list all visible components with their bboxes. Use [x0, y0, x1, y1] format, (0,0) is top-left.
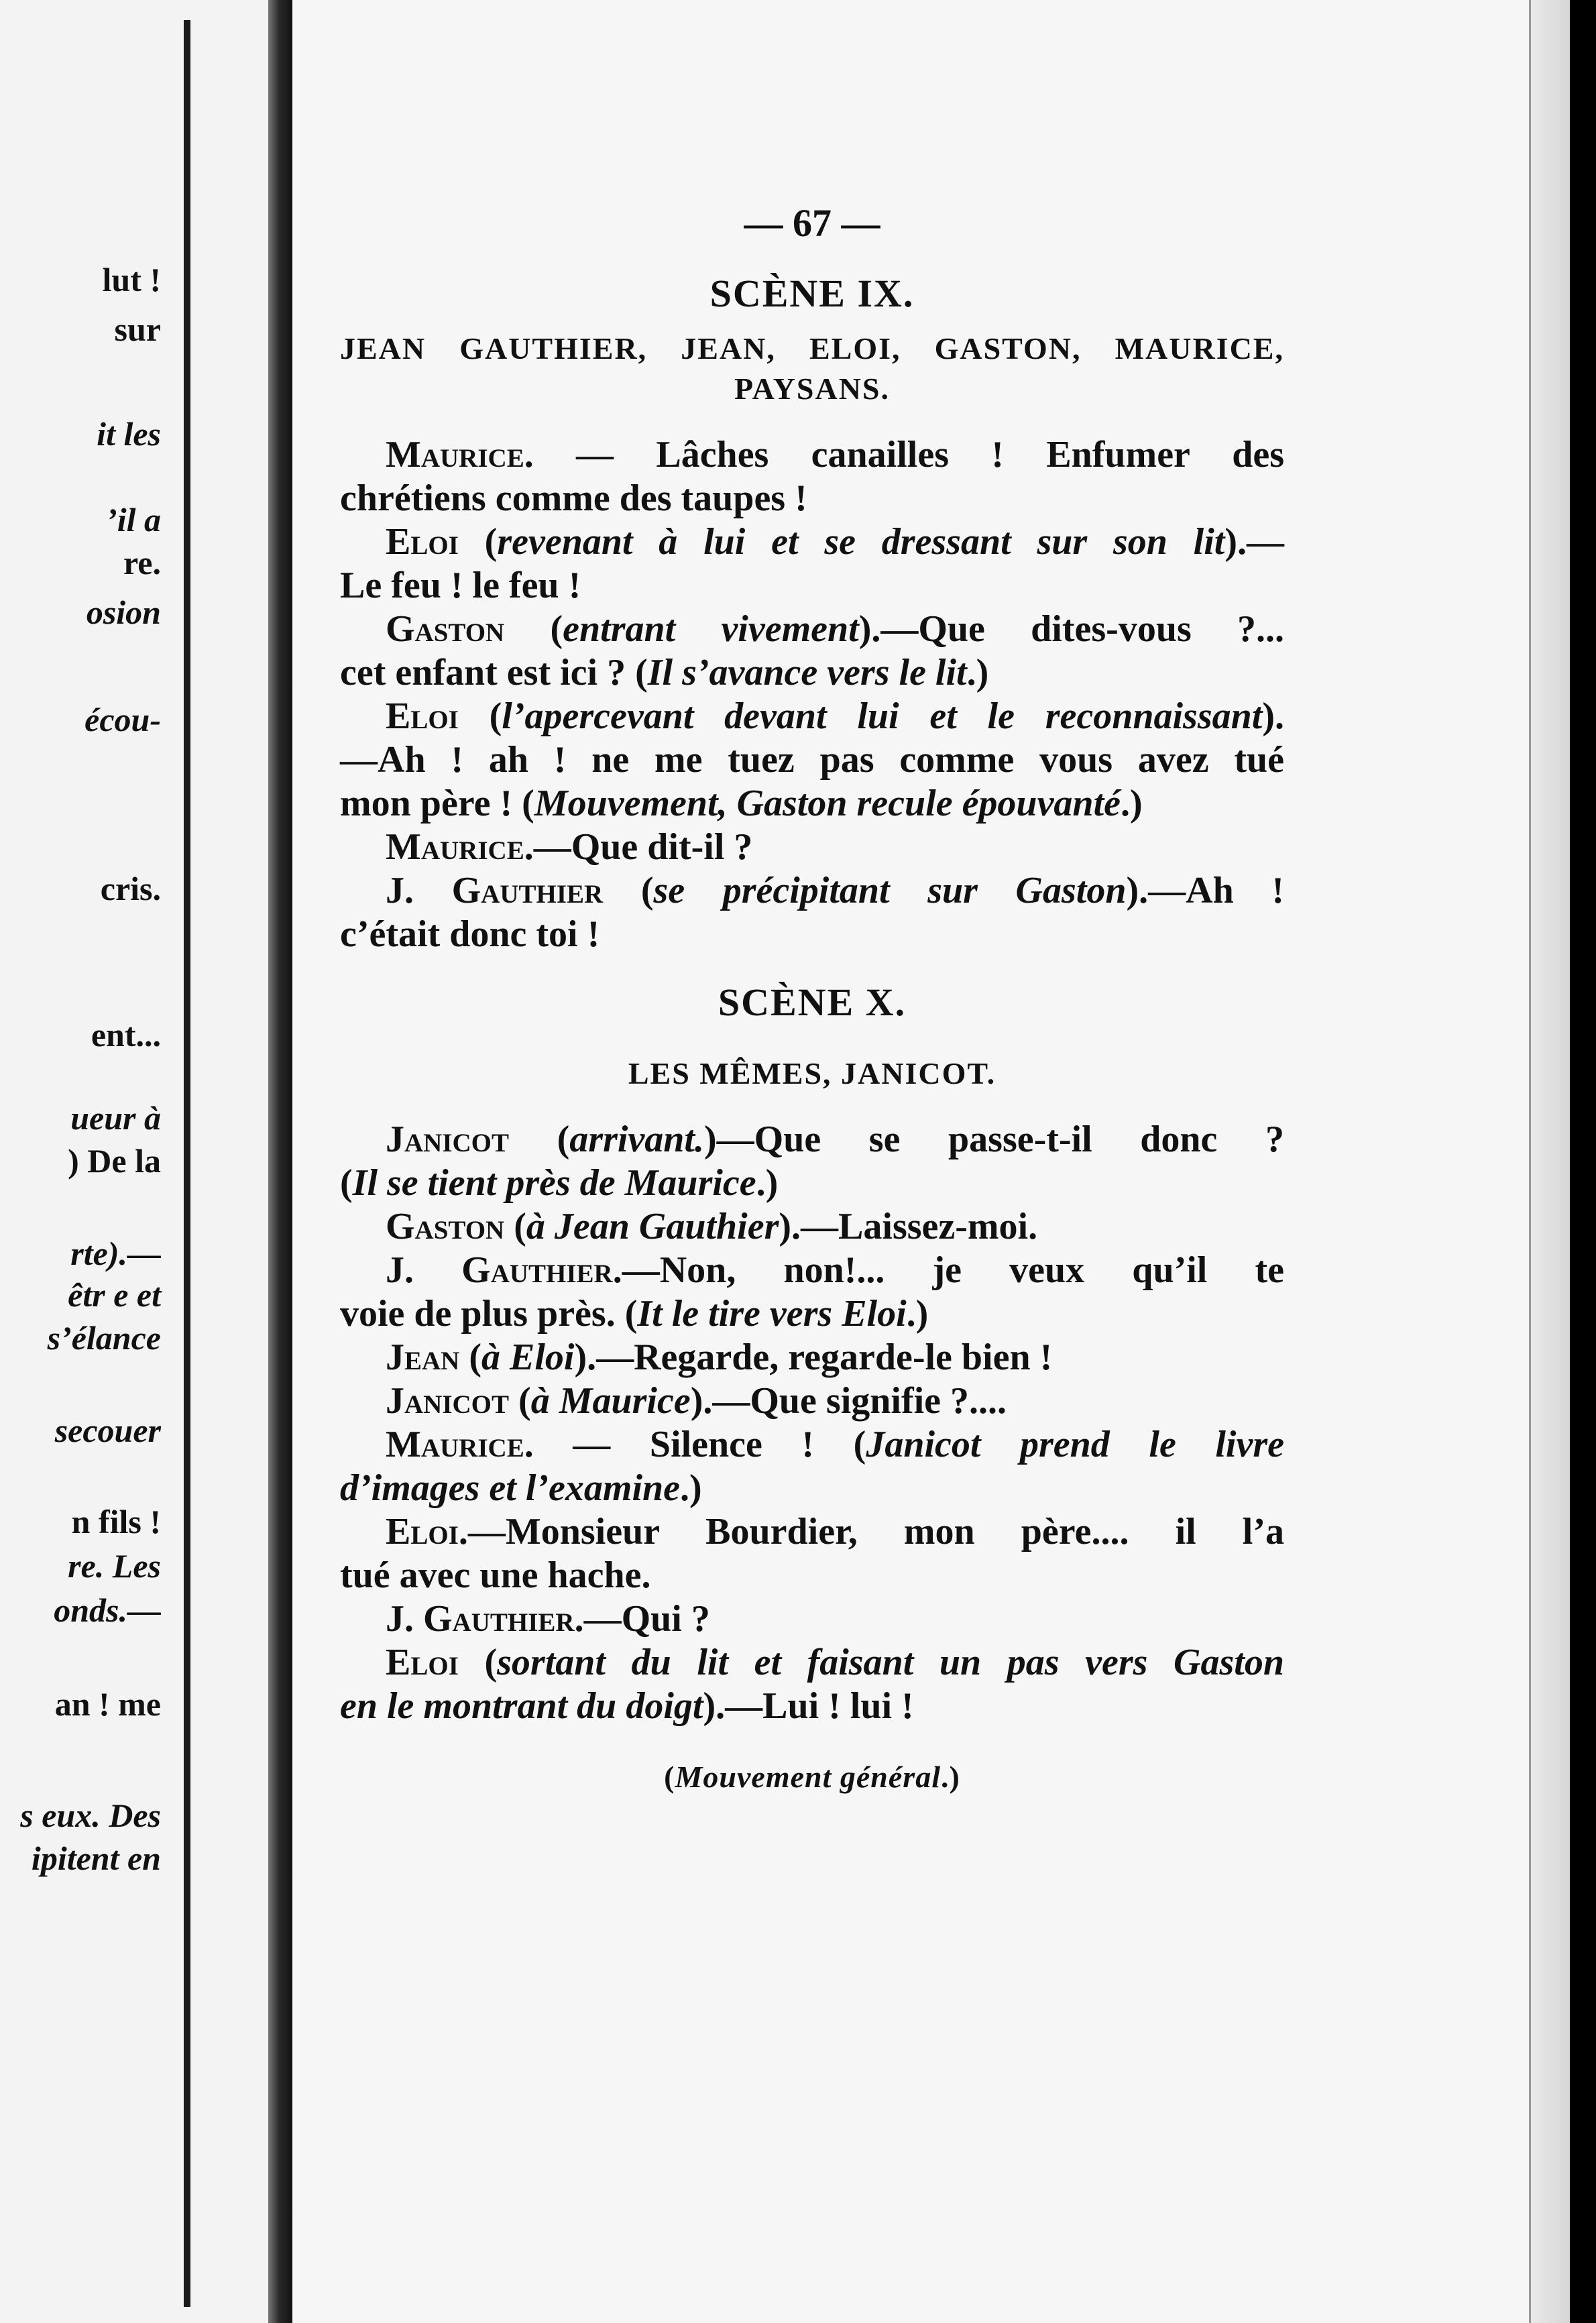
stage-direction: Janicot prend le livre — [866, 1424, 1284, 1465]
left-page-fragment: sur — [114, 310, 161, 348]
dialogue-line: J. Gauthier.—Non, non!... je veux qu’il te — [386, 1249, 1284, 1291]
stage-direction: se précipitant sur Gaston — [653, 870, 1127, 911]
speaker-name: Gaston — [386, 608, 505, 650]
dialogue-line: en le montrant du doigt).—Lui ! lui ! — [340, 1685, 914, 1727]
speaker-name: Eloi. — [386, 1511, 468, 1552]
left-page-fragment: ent... — [91, 1016, 161, 1054]
left-page-fragment: ueur à — [70, 1099, 161, 1137]
speaker-name: Maurice. — [386, 434, 534, 475]
stage-direction: revenant à lui et se dressant sur son lit — [497, 521, 1225, 563]
dialogue-line: Maurice. — Silence ! (Janicot prend le livre — [386, 1424, 1284, 1465]
stage-direction: Mouvement, Gaston recule épouvanté — [534, 783, 1121, 824]
left-page-fragment: osion — [86, 593, 161, 631]
speaker-name: Jean — [386, 1337, 460, 1378]
left-page-fragment: écou- — [84, 701, 161, 738]
speaker-name: Gaston — [386, 1206, 505, 1247]
left-page-fragment: s’élance — [47, 1319, 161, 1357]
dialogue-line: J. Gauthier.—Qui ? — [386, 1598, 710, 1640]
cast-list-continued: PAYSANS. — [734, 372, 890, 406]
dialogue-line: mon père ! (Mouvement, Gaston recule épouvanté.) — [340, 783, 1143, 824]
speaker-name: Eloi — [386, 695, 459, 737]
dialogue-line: Eloi (sortant du lit et faisant un pas vers Gaston — [386, 1642, 1284, 1683]
cast-list: LES MÊMES, JANICOT. — [628, 1056, 996, 1090]
book-gutter — [268, 0, 292, 2323]
left-page-fragment: onds.— — [54, 1591, 161, 1629]
scene-heading: SCÈNE IX. — [709, 272, 915, 315]
dialogue-line: Eloi.—Monsieur Bourdier, mon père.... il l’a — [386, 1511, 1284, 1552]
closing-stage-direction: (Mouvement général.) — [664, 1760, 960, 1794]
speaker-name: J. Gauthier. — [386, 1249, 622, 1291]
stage-direction: en le montrant du doigt — [340, 1685, 703, 1727]
left-page-fragment: êtr e et — [68, 1276, 161, 1314]
speaker-name: Janicot — [386, 1119, 510, 1160]
dialogue-line: Eloi (revenant à lui et se dressant sur son lit).— — [386, 521, 1285, 563]
dialogue-line: Gaston (entrant vivement).—Que dites-vous ?... — [386, 608, 1285, 650]
speaker-name: Maurice. — [386, 1424, 534, 1465]
left-page-fragment: secouer — [54, 1412, 161, 1449]
stage-direction: Il s’avance vers le lit — [647, 652, 967, 693]
dialogue-line: J. Gauthier (se précipitant sur Gaston).—Ah ! — [386, 870, 1284, 911]
left-page-fragment: ipitent en — [31, 1839, 161, 1877]
left-page-fragment: rte).— — [70, 1235, 161, 1272]
stage-direction: à Jean Gauthier — [526, 1206, 779, 1247]
speaker-name: Janicot — [386, 1380, 510, 1422]
stage-direction: It le tire vers Eloi — [637, 1293, 907, 1335]
dialogue-line: cet enfant est ici ? (Il s’avance vers le lit.) — [340, 652, 989, 693]
left-page-fragment: cris. — [100, 870, 161, 907]
stage-direction: l’apercevant devant lui et le reconnaissant — [502, 695, 1263, 737]
speaker-name: Eloi — [386, 1642, 459, 1683]
left-page-spine-line — [184, 20, 190, 2307]
left-page-fragment: it les — [97, 415, 161, 453]
left-page — [0, 0, 288, 2323]
stage-direction: à Maurice — [530, 1380, 691, 1422]
left-page-fragment: re. — [123, 544, 161, 581]
left-page-fragment: n fils ! — [71, 1503, 161, 1540]
scene-heading: SCÈNE X. — [718, 980, 907, 1024]
stage-direction: arrivant. — [569, 1119, 704, 1160]
speaker-name: J. Gauthier. — [386, 1598, 584, 1640]
page-number: — 67 — — [744, 201, 880, 245]
left-page-fragment: lut ! — [102, 261, 161, 298]
stage-direction: à Eloi — [481, 1337, 575, 1378]
cast-list: JEAN GAUTHIER, JEAN, ELOI, GASTON, MAURICE, — [340, 331, 1284, 365]
left-page-fragment: re. Les — [68, 1547, 161, 1585]
dialogue-line: Maurice. — Lâches canailles ! Enfumer des — [386, 434, 1284, 475]
dialogue-line: voie de plus près. (It le tire vers Eloi.) — [340, 1293, 929, 1335]
dialogue-line: Janicot (arrivant.)—Que se passe-t-il donc ? — [386, 1119, 1284, 1160]
page-edge — [1529, 0, 1570, 2323]
stage-direction: d’images et l’examine — [340, 1467, 681, 1509]
dialogue-line: Eloi (l’apercevant devant lui et le reconnaissant). — [386, 695, 1284, 737]
page-text — [340, 201, 1284, 1799]
dialogue-line: Maurice.—Que dit-il ? — [386, 826, 753, 868]
stage-direction: Il se tient près de Maurice — [352, 1162, 756, 1204]
speaker-name: Maurice. — [386, 826, 534, 868]
left-page-fragment: ’il a — [106, 501, 161, 539]
dialogue-line: d’images et l’examine.) — [340, 1467, 702, 1509]
dialogue-line: c’était donc toi ! — [340, 913, 600, 955]
dialogue-line: —Ah ! ah ! ne me tuez pas comme vous avez tué — [340, 739, 1284, 781]
dialogue-line: chrétiens comme des taupes ! — [340, 477, 807, 519]
left-page-fragment: s eux. Des — [20, 1797, 161, 1834]
dialogue-line: Janicot (à Maurice).—Que signifie ?.... — [386, 1380, 1007, 1422]
dialogue-line: Jean (à Eloi).—Regarde, regarde-le bien ! — [386, 1337, 1053, 1378]
dialogue-line: Le feu ! le feu ! — [340, 565, 581, 606]
speaker-name: J. Gauthier — [386, 870, 604, 911]
dialogue-line: Gaston (à Jean Gauthier).—Laissez-moi. — [386, 1206, 1038, 1247]
left-page-fragment: an ! me — [54, 1685, 161, 1723]
dialogue-line: tué avec une hache. — [340, 1554, 651, 1596]
left-page-fragment: ) De la — [68, 1142, 161, 1180]
stage-direction: entrant vivement — [563, 608, 859, 650]
speaker-name: Eloi — [386, 521, 459, 563]
stage-direction: sortant du lit et faisant un pas vers Gaston — [497, 1642, 1284, 1683]
dialogue-line: (Il se tient près de Maurice.) — [340, 1162, 779, 1204]
